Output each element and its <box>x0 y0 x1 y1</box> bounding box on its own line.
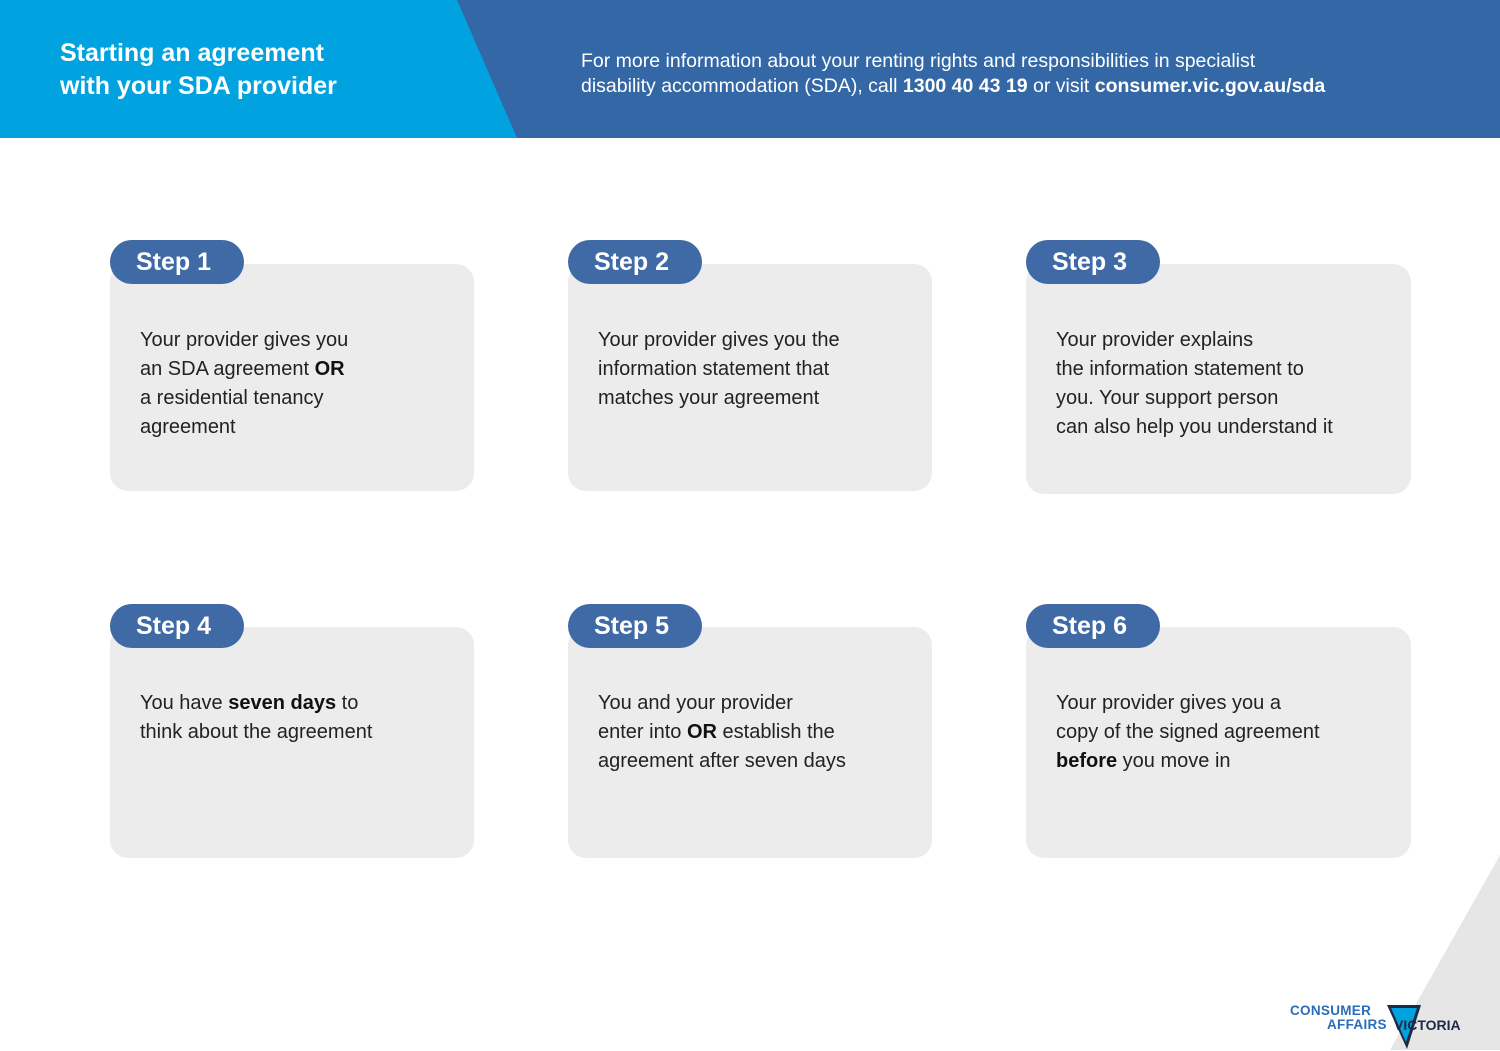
step-text-line: Your provider gives you the <box>598 329 840 351</box>
step-badge-4: Step 4 <box>110 604 244 648</box>
step-text-line: enter into OR establish the <box>598 721 835 743</box>
step-text-line: Your provider gives you <box>140 329 349 351</box>
step-text-line: before you move in <box>1056 750 1231 772</box>
step-text-4 <box>140 689 440 747</box>
step-text-line: Your provider gives you a <box>1056 692 1281 714</box>
step-text-line: the information statement to <box>1056 358 1304 380</box>
step-text-line: agreement after seven days <box>598 750 846 772</box>
step-text-line: can also help you understand it <box>1056 416 1333 438</box>
info-line-2: disability accommodation (SDA), call 1300 40 43 19 or visit consumer.vic.gov.au/sda <box>581 75 1326 97</box>
info-text <box>581 49 1461 99</box>
logo-text-victoria: VICTORIA <box>1394 1017 1461 1033</box>
step-text-line: a residential tenancy <box>140 387 324 409</box>
step-badge-6: Step 6 <box>1026 604 1160 648</box>
step-badge-2: Step 2 <box>568 240 702 284</box>
title-line-1: Starting an agreement <box>60 39 324 67</box>
logo-text-consumer: CONSUMER <box>1290 1003 1372 1018</box>
step-text-line: an SDA agreement OR <box>140 358 345 380</box>
info-line-1: For more information about your renting rights and responsibilities in specialist <box>581 50 1256 72</box>
logo-text-affairs: AFFAIRS <box>1327 1017 1387 1032</box>
step-badge-5: Step 5 <box>568 604 702 648</box>
title-line-2: with your SDA provider <box>60 72 337 100</box>
website-link: consumer.vic.gov.au/sda <box>1094 75 1326 97</box>
step-badge-1: Step 1 <box>110 240 244 284</box>
step-text-line: You have seven days to <box>140 692 359 714</box>
step-text-line: You and your provider <box>598 692 793 714</box>
step-text-line: copy of the signed agreement <box>1056 721 1320 743</box>
step-text-2 <box>598 326 898 413</box>
step-text-line: think about the agreement <box>140 721 373 743</box>
page-title <box>60 37 440 103</box>
step-text-1 <box>140 326 440 442</box>
header-banner <box>0 0 1500 138</box>
step-text-line: you. Your support person <box>1056 387 1279 409</box>
step-text-6 <box>1056 689 1396 776</box>
step-text-line: Your provider explains <box>1056 329 1254 351</box>
phone-number: 1300 40 43 19 <box>902 75 1028 97</box>
step-text-5 <box>598 689 898 776</box>
step-badge-3: Step 3 <box>1026 240 1160 284</box>
step-text-3 <box>1056 326 1396 442</box>
step-text-line: matches your agreement <box>598 387 820 409</box>
step-text-line: agreement <box>140 416 236 438</box>
step-text-line: information statement that <box>598 358 830 380</box>
consumer-affairs-victoria-logo <box>1290 1003 1480 1051</box>
